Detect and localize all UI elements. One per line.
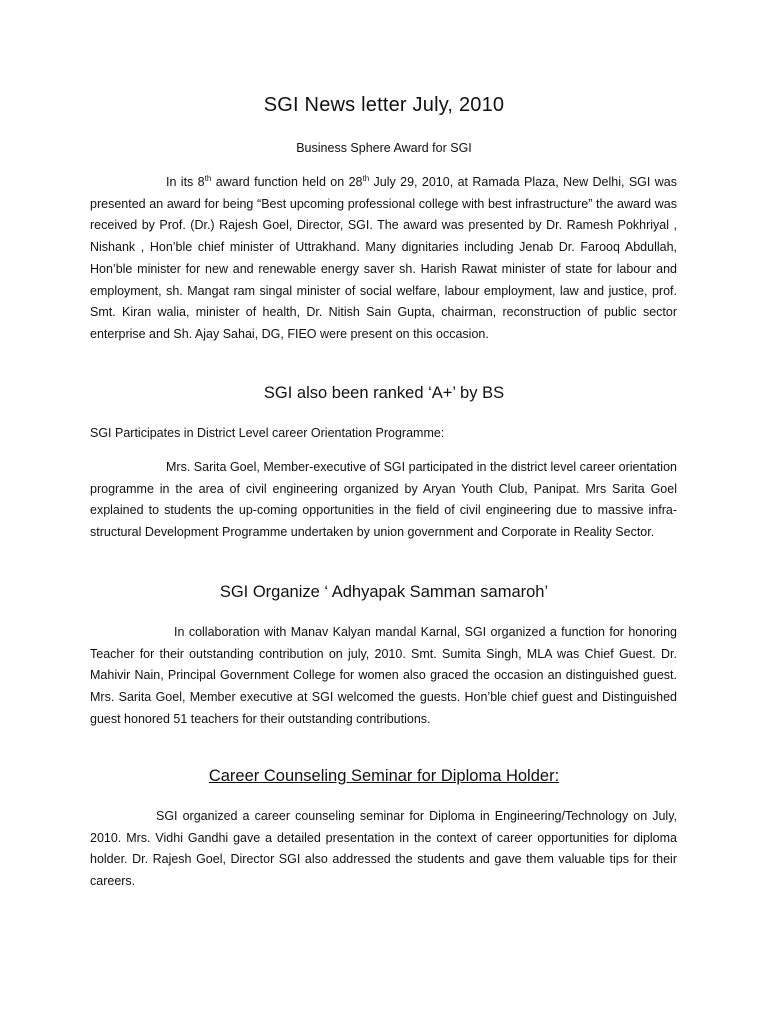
orientation-body [90,457,677,544]
samman-paragraph: In collaboration with Manav Kalyan mandal Karnal, SGI organized a function for honoring Teacher for their outstanding contribution on july, 2010. Smt. Sumita Singh, MLA was Chief Guest. Dr. Mahivir Nain, Principal Government College for women also graced the occasion an distinguished guest. Mrs. Sarita Goel, Member executive at SGI welcomed the guests. Hon’ble chief guest and Distinguished guest honored 51 teachers for their outstanding contributions. [90,625,677,726]
award-paragraph: In its 8th award function held on 28th July 29, 2010, at Ramada Plaza, New Delhi, SGI was presented an award for being “Best upcoming professional college with best infrastructure” the award was received by Prof. (Dr.) Rajesh Goel, Director, SGI. The award was presented by Dr. Ramesh Pokhriyal , Nishank , Hon’ble chief minister of Uttrakhand. Many dignitaries including Jenab Dr. Farooq Abdullah, Hon’ble minister for new and renewable energy saver sh. Harish Rawat minister of state for labour and employment, sh. Mangat ram singal minister of social welfare, labour employment, law and justice, prof. Smt. Kiran walia, minister of health, Dr. Nitish Sain Gupta, chairman, reconstruction of public sector enterprise and Sh. Ajay Sahai, DG, FIEO were present on this occasion. [90,173,677,341]
orientation-label: SGI Participates in District Level career Orientation Programme: [90,426,445,440]
page-title: SGI News letter July, 2010 [263,94,505,116]
orientation-paragraph: Mrs. Sarita Goel, Member-executive of SGI participated in the district level career orientation programme in the area of civil engineering organized by Aryan Youth Club, Panipat. Mrs Sarita Goel explained to students the up-coming opportunities in the field of civil engineering due to massive infra-structural Development Programme undertaken by union government and Corporate in Reality Sector. [90,460,677,540]
orientation-section [90,426,677,440]
samman-heading: SGI Organize ‘ Adhyapak Samman samaroh’ [219,583,549,601]
award-section-heading: Business Sphere Award for SGI [296,141,472,155]
ranking-heading: SGI also been ranked ‘A+’ by BS [263,384,505,402]
award-section-body [90,172,677,346]
counseling-heading: Career Counseling Seminar for Diploma Holder: [208,767,560,785]
samman-body [90,622,677,731]
counseling-body [90,806,677,893]
counseling-paragraph: SGI organized a career counseling seminar for Diploma in Engineering/Technology on July, 2010. Mrs. Vidhi Gandhi gave a detailed presentation in the context of career opportunities for diploma holder. Dr. Rajesh Goel, Director SGI also addressed the students and gave them valuable tips for their careers. [90,809,677,889]
